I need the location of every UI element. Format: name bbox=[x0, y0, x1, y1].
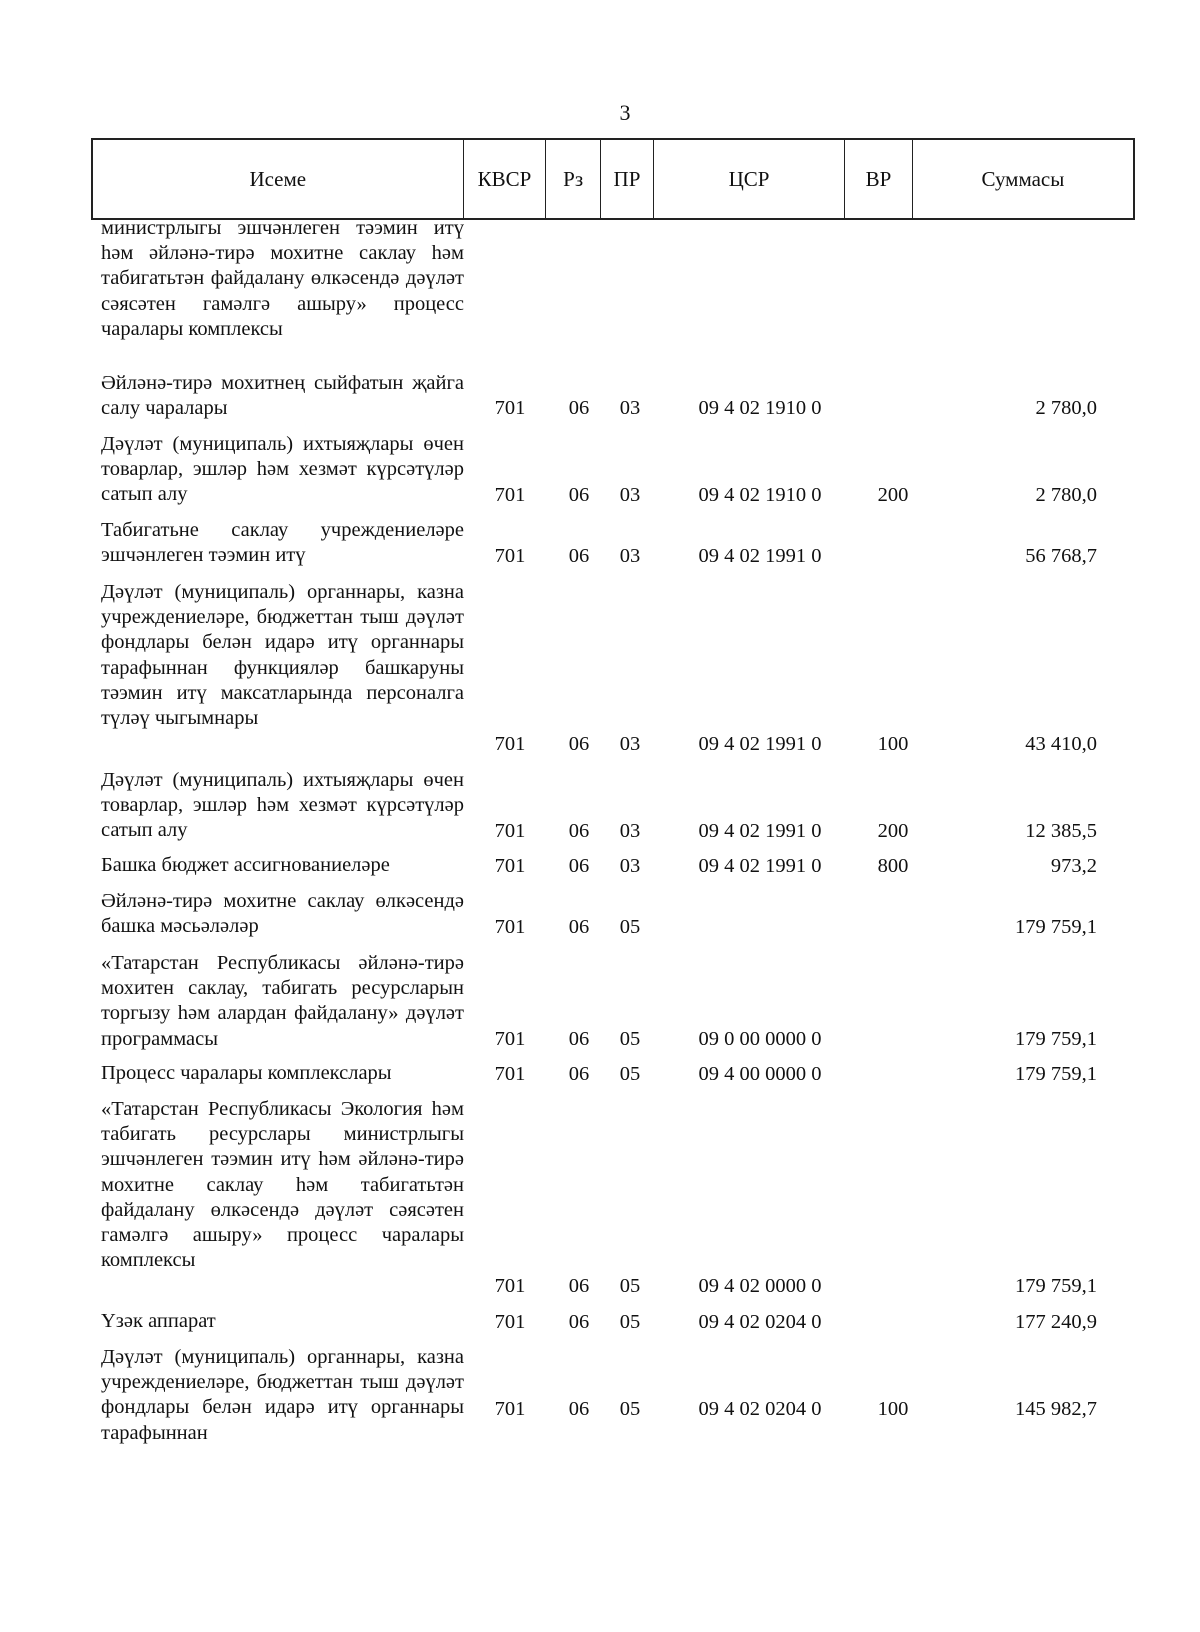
page-number: 3 bbox=[619, 100, 631, 125]
table-header bbox=[91, 138, 1135, 220]
table-row bbox=[0, 1345, 1200, 1446]
table-row bbox=[0, 1309, 1200, 1335]
table-row bbox=[0, 889, 1200, 940]
row-pr: 05 bbox=[619, 915, 641, 938]
row-kvsr: 701 bbox=[494, 732, 526, 755]
row-kvsr: 701 bbox=[494, 1274, 526, 1297]
row-csr: 09 4 02 0204 0 bbox=[698, 1310, 822, 1333]
row-rz: 06 bbox=[568, 915, 590, 938]
row-pr: 03 bbox=[619, 732, 641, 755]
row-csr: 09 4 02 1910 0 bbox=[698, 396, 822, 419]
row-csr: 09 4 00 0000 0 bbox=[698, 1062, 822, 1085]
row-rz: 06 bbox=[568, 1027, 590, 1050]
column-header-sum: Суммасы bbox=[981, 166, 1065, 191]
row-sum: 179 759,1 bbox=[1015, 1062, 1097, 1085]
column-header-name: Исеме bbox=[93, 140, 464, 218]
row-csr: 09 4 02 1991 0 bbox=[698, 732, 822, 755]
row-rz: 06 bbox=[568, 396, 590, 419]
row-rz: 06 bbox=[568, 732, 590, 755]
table-body bbox=[0, 217, 1200, 1444]
row-rz: 06 bbox=[568, 483, 590, 506]
table-row bbox=[0, 371, 1200, 421]
row-csr: 09 4 02 0204 0 bbox=[698, 1397, 822, 1420]
row-name: министрлыгы эшчәнлеген тәэмин итү һәм әйләнә-тирә мохитне саклау һәм табигатьтән файдалану өлкәсендә дәүләт сәясәтен гамәлгә ашыру» процесс чаралары комплексы bbox=[101, 217, 464, 340]
row-rz: 06 bbox=[568, 819, 590, 842]
row-name: Дәүләт (муниципаль) ихтыяҗлары өчен товарлар, эшләр һәм хезмәт күрсәтүләр сатып алу bbox=[101, 769, 464, 842]
row-name: Әйләнә-тирә мохитнең сыйфатын җайга салу чаралары bbox=[101, 372, 464, 420]
row-rz: 06 bbox=[568, 854, 590, 877]
row-sum: 12 385,5 bbox=[1025, 819, 1097, 842]
row-sum: 179 759,1 bbox=[1015, 1274, 1097, 1297]
row-name: Дәүләт (муниципаль) органнары, казна учреждениеләре, бюджеттан тыш дәүләт фондлары белән идарә итү органнары тарафыннан функцияләр башкаруны тәэмин итү максатларында персоналга түләү чыгымнары bbox=[101, 581, 464, 730]
row-name: «Татарстан Республикасы әйләнә-тирә мохитен саклау, табигать ресурсларын торгызу һәм алардан файдалану» дәүләт программасы bbox=[101, 952, 464, 1050]
row-csr: 09 4 02 1991 0 bbox=[698, 544, 822, 567]
row-pr: 03 bbox=[619, 483, 641, 506]
column-header-kvsr: КВСР bbox=[464, 140, 547, 218]
row-csr: 09 4 02 1910 0 bbox=[698, 483, 822, 506]
row-pr: 03 bbox=[619, 544, 641, 567]
row-kvsr: 701 bbox=[494, 1310, 526, 1333]
row-name: Әйләнә-тирә мохитне саклау өлкәсендә башка мәсьәләләр bbox=[101, 890, 464, 938]
table-row bbox=[0, 1061, 1200, 1087]
row-vr: 200 bbox=[877, 483, 909, 506]
row-sum: 145 982,7 bbox=[1015, 1397, 1097, 1420]
row-kvsr: 701 bbox=[494, 819, 526, 842]
row-rz: 06 bbox=[568, 544, 590, 567]
table-row bbox=[0, 951, 1200, 1052]
column-header-rz: Рз bbox=[546, 140, 601, 218]
row-name: Табигатьне саклау учреждениеләре эшчәнлеген тәэмин итү bbox=[101, 519, 464, 567]
row-sum: 43 410,0 bbox=[1025, 732, 1097, 755]
row-kvsr: 701 bbox=[494, 915, 526, 938]
row-sum: 973,2 bbox=[1050, 854, 1097, 877]
row-rz: 06 bbox=[568, 1062, 590, 1085]
row-kvsr: 701 bbox=[494, 1062, 526, 1085]
row-kvsr: 701 bbox=[494, 854, 526, 877]
row-kvsr: 701 bbox=[494, 544, 526, 567]
row-csr: 09 0 00 0000 0 bbox=[698, 1027, 822, 1050]
row-kvsr: 701 bbox=[494, 1027, 526, 1050]
table-row bbox=[0, 1097, 1200, 1299]
row-name: Процесс чаралары комплекслары bbox=[101, 1062, 392, 1084]
table-row bbox=[0, 580, 1200, 757]
row-csr: 09 4 02 1991 0 bbox=[698, 854, 822, 877]
column-header-csr: ЦСР bbox=[654, 140, 845, 218]
row-sum: 2 780,0 bbox=[1035, 483, 1097, 506]
row-pr: 05 bbox=[619, 1062, 641, 1085]
row-rz: 06 bbox=[568, 1310, 590, 1333]
row-pr: 03 bbox=[619, 819, 641, 842]
row-pr: 05 bbox=[619, 1397, 641, 1420]
row-name: Башка бюджет ассигнованиеләре bbox=[101, 854, 390, 876]
row-sum: 177 240,9 bbox=[1015, 1310, 1097, 1333]
row-rz: 06 bbox=[568, 1274, 590, 1297]
row-pr: 03 bbox=[619, 396, 641, 419]
row-kvsr: 701 bbox=[494, 483, 526, 506]
row-name: Дәүләт (муниципаль) ихтыяҗлары өчен товарлар, эшләр һәм хезмәт күрсәтүләр сатып алу bbox=[101, 433, 464, 506]
table-row bbox=[0, 217, 1200, 364]
table-row bbox=[0, 518, 1200, 569]
row-vr: 200 bbox=[877, 819, 909, 842]
row-pr: 03 bbox=[619, 854, 641, 877]
row-csr: 09 4 02 1991 0 bbox=[698, 819, 822, 842]
row-csr: 09 4 02 0000 0 bbox=[698, 1274, 822, 1297]
row-sum: 179 759,1 bbox=[1015, 1027, 1097, 1050]
row-name: Үзәк аппарат bbox=[101, 1310, 216, 1332]
row-pr: 05 bbox=[619, 1274, 641, 1297]
row-name: «Татарстан Республикасы Экология һәм табигать ресурслары министрлыгы эшчәнлеген тәэмин итү һәм әйләнә-тирә мохитне саклау һәм табигатьтән файдалану өлкәсендә дәүләт сәясәтен гамәлгә ашыру» процесс чаралары комплексы bbox=[101, 1098, 464, 1272]
table-row bbox=[0, 432, 1200, 508]
row-vr: 100 bbox=[877, 1397, 909, 1420]
row-pr: 05 bbox=[619, 1310, 641, 1333]
column-header-pr: ПР bbox=[601, 140, 654, 218]
row-kvsr: 701 bbox=[494, 396, 526, 419]
row-sum: 2 780,0 bbox=[1035, 396, 1097, 419]
row-pr: 05 bbox=[619, 1027, 641, 1050]
row-sum: 179 759,1 bbox=[1015, 915, 1097, 938]
column-header-vr: ВР bbox=[845, 140, 913, 218]
table-row bbox=[0, 853, 1200, 879]
row-vr: 800 bbox=[877, 854, 909, 877]
row-name: Дәүләт (муниципаль) органнары, казна учреждениеләре, бюджеттан тыш дәүләт фондлары белән идарә итү органнары тарафыннан bbox=[101, 1346, 464, 1444]
row-sum: 56 768,7 bbox=[1025, 544, 1097, 567]
row-kvsr: 701 bbox=[494, 1397, 526, 1420]
table-row bbox=[0, 768, 1200, 844]
row-vr: 100 bbox=[877, 732, 909, 755]
row-rz: 06 bbox=[568, 1397, 590, 1420]
